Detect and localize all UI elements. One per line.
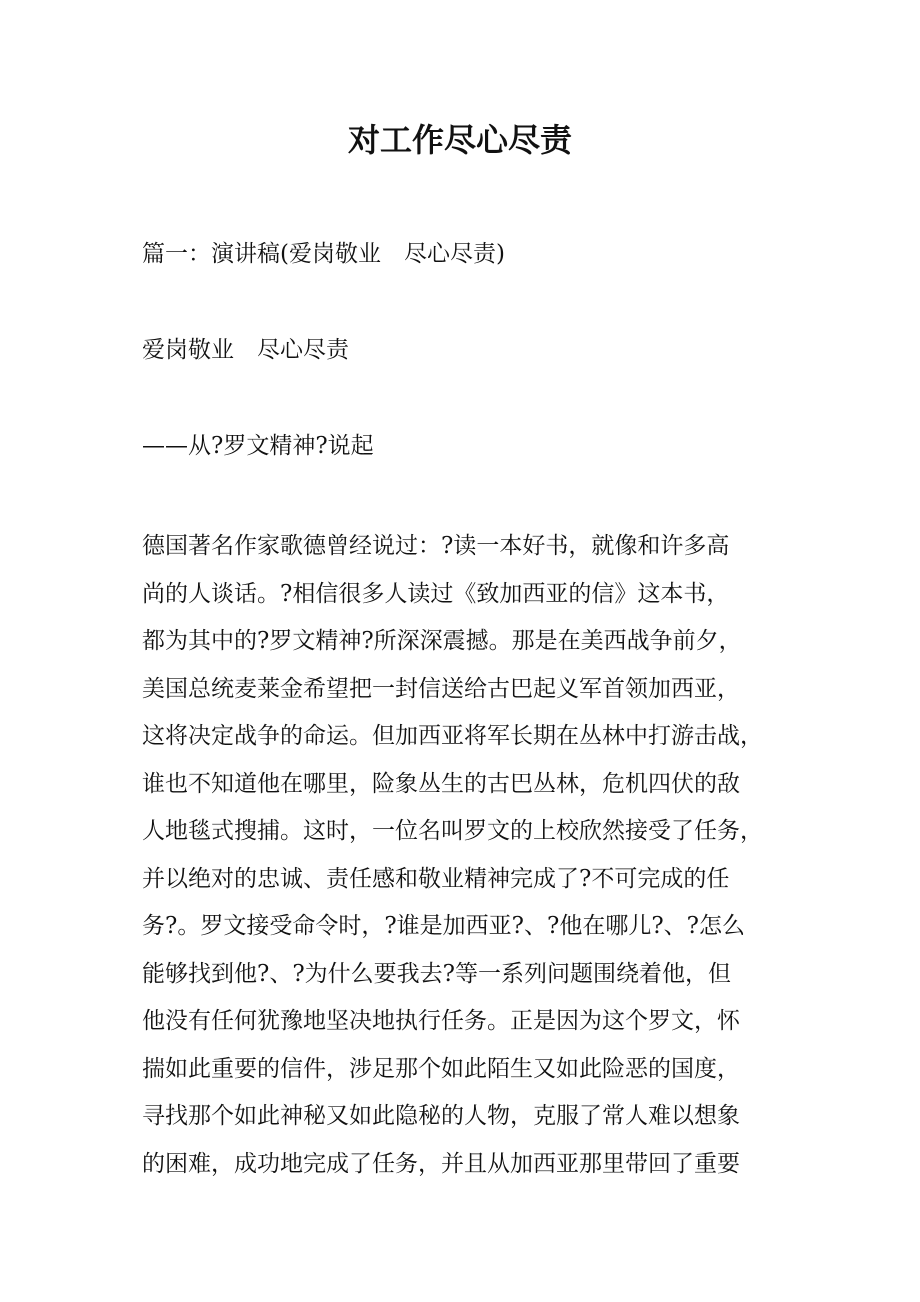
paragraph-line: 尚的人谈话。?相信很多人读过《致加西亚的信》这本书， (142, 580, 730, 607)
paragraph-line: 并以绝对的忠诚、责任感和敬业精神完成了?不可完成的任 (142, 865, 730, 892)
paragraph-line: 美国总统麦莱金希望把一封信送给古巴起义军首领加西亚， (142, 675, 740, 702)
document-title: 对工作尽心尽责 (347, 121, 572, 159)
paragraph-line: 人地毯式搜捕。这时，一位名叫罗文的上校欣然接受了任务， (142, 818, 763, 844)
speech-byline: ——从?罗文精神?说起 (142, 433, 374, 459)
paragraph-line: 这将决定战争的命运。但加西亚将军长期在丛林中打游击战， (142, 723, 763, 749)
paragraph-line: 揣如此重要的信件，涉足那个如此陌生又如此险恶的国度， (142, 1055, 740, 1082)
body-paragraph (142, 526, 802, 1191)
paragraph-line: 的困难，成功地完成了任务，并且从加西亚那里带回了重要 (142, 1150, 740, 1177)
speech-subtitle: 爱岗敬业 尽心尽责 (142, 337, 349, 363)
paragraph-line: 谁也不知道他在哪里，险象丛生的古巴丛林，危机四伏的敌 (142, 770, 740, 797)
paragraph-line: 他没有任何犹豫地坚决地执行任务。正是因为这个罗文，怀 (142, 1008, 740, 1034)
paragraph-line: 寻找那个如此神秘又如此隐秘的人物，克服了常人难以想象 (142, 1103, 740, 1129)
paragraph-line: 德国著名作家歌德曾经说过：?读一本好书，就像和许多高 (142, 533, 730, 559)
paragraph-line: 务?。罗文接受命令时，?谁是加西亚?、?他在哪儿?、?怎么 (142, 913, 745, 939)
paragraph-line: 都为其中的?罗文精神?所深深震撼。那是在美西战争前夕， (142, 628, 742, 654)
section-heading: 篇一：演讲稿(爱岗敬业 尽心尽责) (142, 241, 505, 267)
paragraph-line: 能够找到他?、?为什么要我去?等一系列问题围绕着他，但 (142, 960, 731, 987)
